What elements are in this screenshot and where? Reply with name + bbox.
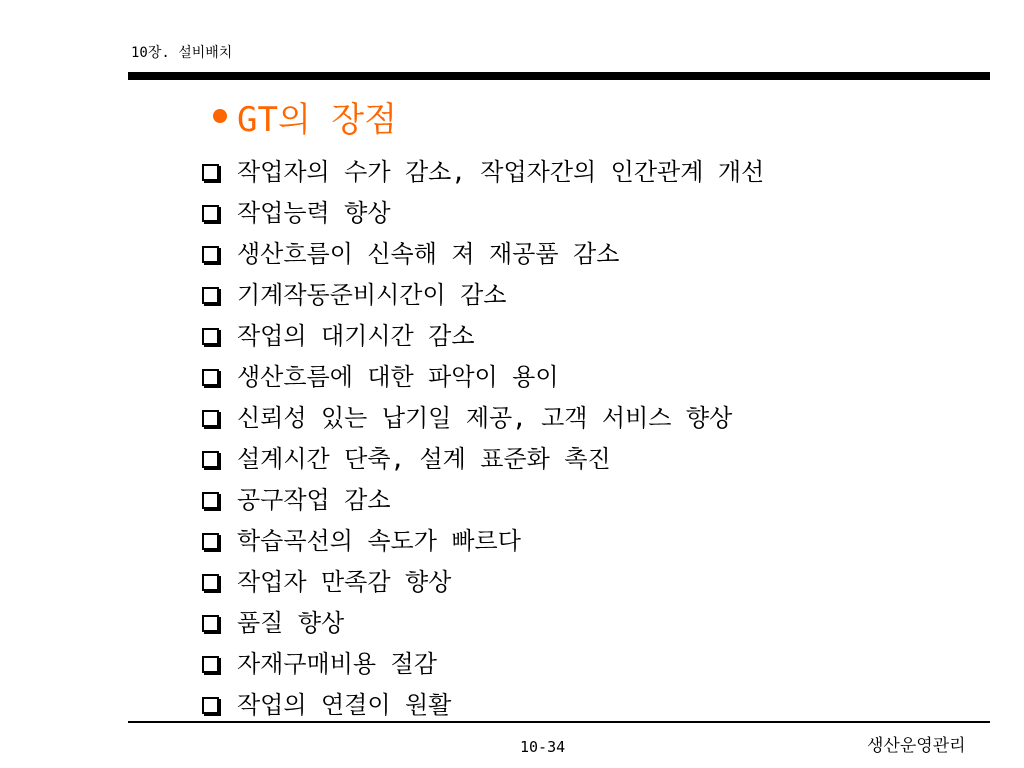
list-item-text: 품질 향상 xyxy=(237,609,345,637)
list-item-text: 공구작업 감소 xyxy=(237,486,391,514)
list-item-text: 작업자 만족감 향상 xyxy=(237,568,452,596)
list-item xyxy=(200,316,764,357)
top-divider xyxy=(128,72,990,80)
list-item xyxy=(200,521,764,562)
checkbox-square-icon xyxy=(202,656,219,673)
list-item-text: 기계작동준비시간이 감소 xyxy=(237,281,507,309)
page-number: 10-34 xyxy=(520,738,566,756)
list-item xyxy=(200,480,764,521)
list-item-text: 작업의 대기시간 감소 xyxy=(237,322,475,350)
list-item xyxy=(200,439,764,480)
list-item xyxy=(200,357,764,398)
bottom-divider xyxy=(128,721,990,723)
checkbox-square-icon xyxy=(202,410,219,427)
checkbox-square-icon xyxy=(202,533,219,550)
list-item xyxy=(200,685,764,726)
checkbox-square-icon xyxy=(202,369,219,386)
checkbox-square-icon xyxy=(202,492,219,509)
list-item-text: 학습곡선의 속도가 빠르다 xyxy=(237,527,521,555)
checkbox-square-icon xyxy=(202,328,219,345)
list-item xyxy=(200,562,764,603)
list-item-text: 생산흐름에 대한 파악이 용이 xyxy=(237,363,559,391)
list-item-text: 작업자의 수가 감소, 작업자간의 인간관계 개선 xyxy=(237,158,765,186)
checkbox-square-icon xyxy=(202,205,219,222)
checkbox-square-icon xyxy=(202,697,219,714)
list-item xyxy=(200,644,764,685)
list-item-text: 설계시간 단축, 설계 표준화 촉진 xyxy=(237,445,611,473)
advantage-list xyxy=(200,152,764,726)
slide-title xyxy=(213,98,397,142)
course-title: 생산운영관리 xyxy=(867,736,966,756)
list-item-text: 생산흐름이 신속해 져 재공품 감소 xyxy=(237,240,620,268)
list-item xyxy=(200,193,764,234)
list-item xyxy=(200,603,764,644)
list-item-text: 신뢰성 있는 납기일 제공, 고객 서비스 향상 xyxy=(237,404,733,432)
list-item-text: 작업능력 향상 xyxy=(237,199,391,227)
list-item xyxy=(200,398,764,439)
list-item xyxy=(200,152,764,193)
bullet-dot-icon xyxy=(213,109,227,123)
checkbox-square-icon xyxy=(202,246,219,263)
checkbox-square-icon xyxy=(202,164,219,181)
slide-title-text: GT의 장점 xyxy=(237,100,397,140)
list-item-text: 작업의 연결이 원활 xyxy=(237,691,452,719)
chapter-label: 10장. 설비배치 xyxy=(131,45,233,61)
checkbox-square-icon xyxy=(202,451,219,468)
list-item-text: 자재구매비용 절감 xyxy=(237,650,437,678)
checkbox-square-icon xyxy=(202,615,219,632)
list-item xyxy=(200,275,764,316)
list-item xyxy=(200,234,764,275)
checkbox-square-icon xyxy=(202,287,219,304)
checkbox-square-icon xyxy=(202,574,219,591)
